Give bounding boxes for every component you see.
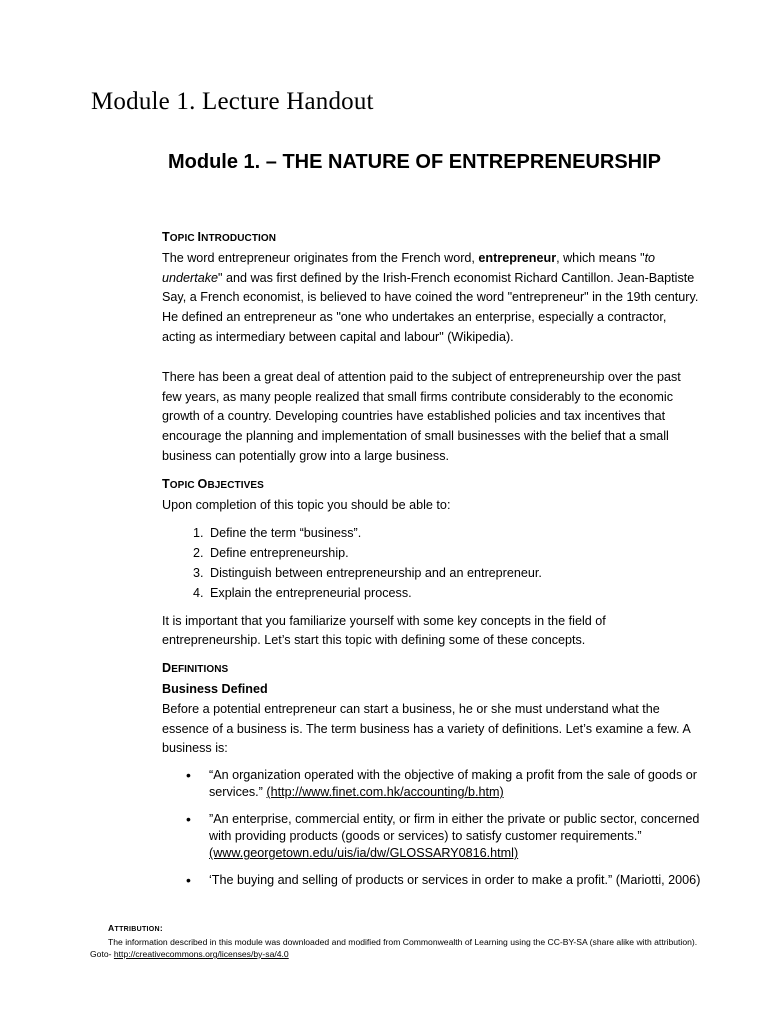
module-heading: Module 1. – THE NATURE OF ENTREPRENEURSHIP [168, 151, 662, 173]
objectives-list [162, 524, 702, 603]
list-item: 2. Define entrepreneurship. [207, 544, 702, 564]
attribution-footer [90, 922, 702, 960]
finet-link[interactable]: (http://www.finet.com.hk/accounting/b.htm) [266, 785, 504, 800]
bullet-icon: • [186, 872, 191, 889]
attribution-text: The information described in this module was downloaded and modified from Commonwealth of Learning using the CC-BY-SA (share alike with attribution). Goto- http://creativecommons.org/licenses/by-sa/4.0 [90, 937, 698, 959]
header-title: Module 1. Lecture Handout [91, 88, 374, 115]
objectives-closing: It is important that you familiarize yourself with some key concepts in the field of entrepreneurship. Let’s start this topic with defining some of these concepts. [162, 613, 606, 648]
objectives-intro: Upon completion of this topic you should be able to: [162, 497, 451, 512]
list-item: 3. Distinguish between entrepreneurship and an entrepreneur. [207, 564, 702, 584]
list-item: 4. Explain the entrepreneurial process. [207, 584, 702, 604]
intro-paragraph-1: The word entrepreneur originates from the French word, entrepreneur, which means "to undertake" and was first defined by the Irish-French economist Richard Cantillon. Jean-Baptiste Say, a French economist, is believed to have coined the word "entrepreneur" in the 19th century. He defined an entrepreneur as "one who undertakes an enterprise, especially a contractor, acting as intermediary between capital and labour" (Wikipedia). [162, 250, 699, 344]
bullet-icon: • [186, 811, 191, 828]
list-item: • ”An enterprise, commercial entity, or firm in either the private or public sector, concerned with providing products (goods or services) to satisfy customer requirements.” (www.georgetown.edu/uis/ia/dw/GLOSSARY0816.html) [186, 811, 700, 861]
topic-objectives-heading: TOPIC OBJECTIVES [162, 476, 264, 491]
georgetown-link[interactable]: (www.georgetown.edu/uis/ia/dw/GLOSSARY0816.html) [209, 846, 519, 861]
license-link[interactable]: http://creativecommons.org/licenses/by-sa/4.0 [113, 949, 289, 959]
list-item: 1. Define the term “business”. [207, 524, 702, 544]
definitions-intro: Before a potential entrepreneur can start a business, he or she must understand what the essence of a business is. The term business has a variety of definitions. Let’s examine a few. A business is: [162, 701, 691, 756]
attribution-heading: ATTRIBUTION: [108, 923, 164, 933]
list-item: • ‘The buying and selling of products or services in order to make a profit.” (Mariotti, 2006) [186, 872, 701, 889]
business-defined-subheading: Business Defined [162, 681, 268, 696]
content-body [162, 228, 702, 899]
definitions-heading: DEFINITIONS [162, 661, 229, 676]
list-item: • “An organization operated with the objective of making a profit from the sale of goods or services.” (http://www.finet.com.hk/accounting/b.htm) [186, 767, 697, 800]
intro-paragraph-2: There has been a great deal of attention paid to the subject of entrepreneurship over the past few years, as many people realized that small firms contribute considerably to the economic growth of a country. Developing countries have established policies and tax incentives that encourage the planning and implementation of small businesses with the belief that a small business can potentially grow into a large business. [162, 369, 681, 463]
business-definitions-list [162, 767, 702, 889]
bullet-icon: • [186, 767, 191, 784]
topic-introduction-heading: TOPIC INTRODUCTION [162, 230, 277, 244]
